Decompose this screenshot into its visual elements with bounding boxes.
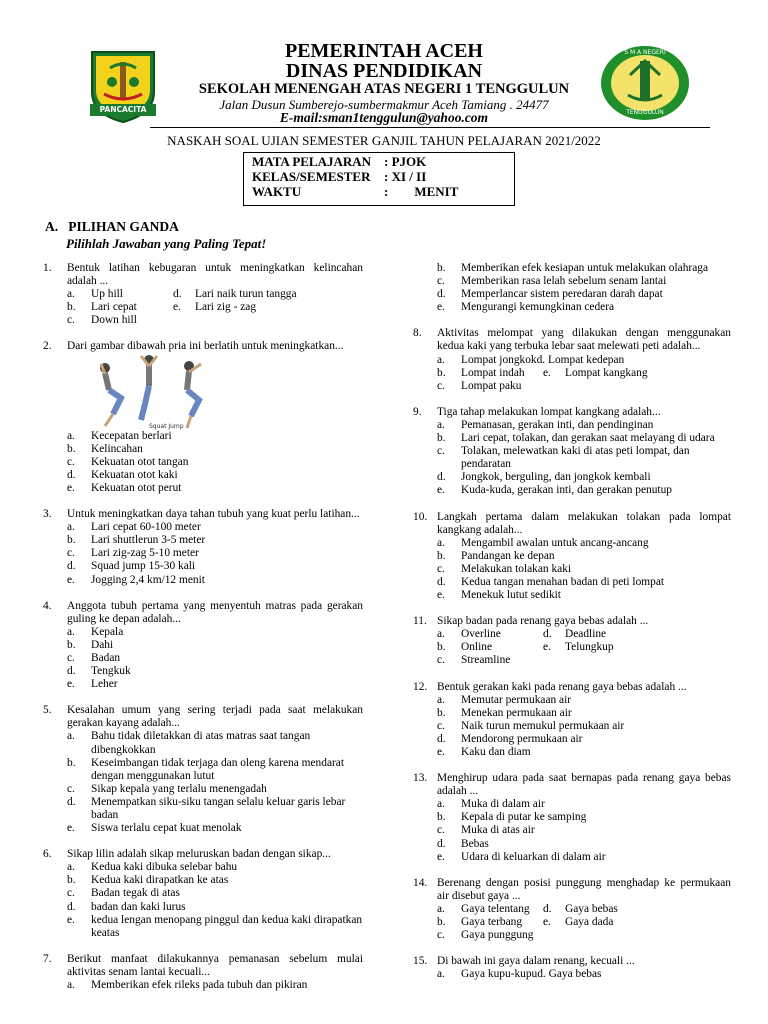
answer-option-row[interactable] bbox=[437, 654, 731, 667]
option-text: Lompat paku bbox=[461, 379, 522, 392]
option-text: Memutar permukaan air bbox=[461, 693, 572, 706]
answer-option[interactable] bbox=[437, 733, 731, 746]
question-number: 4. bbox=[43, 599, 52, 612]
question-item bbox=[43, 340, 363, 495]
option-letter: b. bbox=[67, 534, 76, 547]
option-text: Menempatkan siku-siku tangan selalu keluar garis lebar badan bbox=[91, 795, 346, 821]
option-letter: a. bbox=[437, 968, 445, 981]
left-logo-text: PANCACITA bbox=[99, 105, 147, 114]
option-text: Gaya dada bbox=[565, 916, 614, 929]
option-text: Pandangan ke depan bbox=[461, 549, 555, 562]
question-number: 8. bbox=[413, 327, 422, 340]
option-letter: a. bbox=[437, 902, 445, 915]
option-letter: a. bbox=[67, 979, 75, 992]
questions-left-column bbox=[43, 262, 363, 1005]
answer-option[interactable] bbox=[437, 563, 731, 576]
option-letter: e. bbox=[543, 916, 551, 929]
option-text: Lari cepat bbox=[91, 301, 137, 314]
squat-jump-figure bbox=[91, 354, 363, 430]
option-letter: e. bbox=[437, 301, 445, 314]
option-text: Online bbox=[461, 641, 493, 654]
exam-title: NASKAH SOAL UJIAN SEMESTER GANJIL TAHUN PELAJARAN 2021/2022 bbox=[167, 133, 601, 148]
option-letter: e. bbox=[437, 589, 445, 602]
option-text: Gaya kupu-kupud. Gaya bebas bbox=[461, 968, 602, 981]
option-letter: c. bbox=[437, 929, 445, 942]
option-letter: b. bbox=[437, 262, 446, 274]
question-number: 9. bbox=[413, 405, 422, 418]
option-letter: b. bbox=[67, 874, 76, 887]
option-text: Badan tegak di atas bbox=[91, 887, 180, 900]
answer-option[interactable] bbox=[67, 574, 363, 587]
answer-option[interactable] bbox=[437, 432, 731, 445]
option-text: Deadline bbox=[565, 628, 607, 641]
answer-option-row[interactable] bbox=[67, 314, 363, 327]
answer-option[interactable] bbox=[67, 887, 363, 900]
option-text: Jogging 2,4 km/12 menit bbox=[91, 573, 205, 586]
option-letter: e. bbox=[437, 850, 445, 863]
answer-option[interactable] bbox=[67, 521, 363, 534]
answer-option[interactable] bbox=[67, 652, 363, 665]
option-text: Lompat indah bbox=[461, 366, 525, 379]
header-address: Jalan Dusun Sumberejo-sumbermakmur Aceh Tamiang . 24477 bbox=[219, 97, 549, 112]
option-letter: d. bbox=[67, 468, 76, 481]
answer-option[interactable] bbox=[67, 469, 363, 482]
option-text: Tolakan, melewatkan kaki di atas peti lompat, dan pendaratan bbox=[461, 445, 690, 471]
question-item bbox=[43, 953, 363, 992]
question-item bbox=[413, 681, 731, 760]
option-text: Naik turun memukul permukaan air bbox=[461, 719, 625, 732]
answer-option[interactable] bbox=[67, 665, 363, 678]
option-text: Dahi bbox=[91, 638, 114, 651]
option-letter: c. bbox=[67, 547, 75, 560]
question-text: Kesalahan umum yang sering terjadi pada saat melakukan gerakan kayang adalah... bbox=[67, 704, 363, 730]
answer-option[interactable] bbox=[437, 262, 731, 275]
question-item bbox=[413, 772, 731, 864]
option-text: Lari naik turun tangga bbox=[195, 288, 297, 301]
question-number: 5. bbox=[43, 704, 52, 717]
answer-option[interactable] bbox=[67, 678, 363, 691]
answer-option[interactable] bbox=[437, 550, 731, 563]
option-text: Memberikan efek rileks pada tubuh dan pikiran bbox=[91, 979, 308, 992]
option-text: Kepala di putar ke samping bbox=[461, 811, 587, 824]
option-letter: d. bbox=[67, 795, 76, 808]
option-text: Badan bbox=[91, 651, 121, 664]
right-logo-text: TENGGULUN bbox=[626, 109, 664, 116]
question-number: 1. bbox=[43, 262, 52, 274]
option-letter: b. bbox=[67, 756, 76, 769]
option-text: Lari shuttlerun 3-5 meter bbox=[91, 534, 206, 547]
question-item bbox=[43, 262, 363, 327]
option-letter: c. bbox=[67, 455, 75, 468]
option-text: Gaya punggung bbox=[461, 929, 534, 942]
answer-option[interactable] bbox=[437, 275, 731, 288]
option-text: Kedua kaki dibuka selebar bahu bbox=[91, 861, 238, 874]
class-value: : XI / II bbox=[384, 169, 427, 184]
option-text: Memberikan rasa lelah sebelum senam lantai bbox=[461, 275, 667, 288]
class-label: KELAS/SEMESTER bbox=[252, 169, 371, 184]
question-text: Tiga tahap melakukan lompat kangkang adalah... bbox=[437, 405, 661, 418]
answer-option[interactable] bbox=[67, 430, 363, 443]
option-text: Kepala bbox=[91, 625, 124, 638]
option-letter: a. bbox=[67, 521, 75, 534]
option-letter: e. bbox=[543, 366, 551, 379]
option-text: Lari zig-zag 5-10 meter bbox=[91, 547, 199, 560]
option-letter: b. bbox=[437, 811, 446, 824]
answer-option[interactable] bbox=[437, 694, 731, 707]
figure-caption: Squat Jump bbox=[149, 422, 184, 430]
option-text: Lompat jongkokd. Lompat kedepan bbox=[461, 353, 625, 366]
question-text: Bentuk latihan kebugaran untuk meningkatkan kelincahan adalah ... bbox=[67, 262, 363, 288]
header-school: SEKOLAH MENENGAH ATAS NEGERI 1 TENGGULUN bbox=[198, 81, 570, 97]
option-text: Lari cepat, tolakan, dan gerakan saat melayang di udara bbox=[461, 432, 715, 445]
option-letter: c. bbox=[437, 824, 445, 837]
option-letter: c. bbox=[437, 719, 445, 732]
option-text: Pemanasan, gerakan inti, dan pendinginan bbox=[461, 418, 654, 431]
question-text: Sikap lilin adalah sikap meluruskan badan dengan sikap... bbox=[67, 848, 331, 861]
option-text: Telungkup bbox=[565, 641, 614, 654]
option-letter: a. bbox=[67, 625, 75, 638]
option-letter: e. bbox=[67, 822, 75, 835]
answer-option[interactable] bbox=[437, 537, 731, 550]
question-7-continuation bbox=[413, 262, 731, 314]
option-text: Sikap kepala yang terlalu menengadah bbox=[91, 782, 267, 795]
option-letter: c. bbox=[437, 562, 445, 575]
option-text: Kuda-kuda, gerakan inti, dan gerakan penutup bbox=[461, 484, 672, 497]
question-item bbox=[43, 600, 363, 692]
header-rule bbox=[150, 127, 710, 128]
option-letter: b. bbox=[67, 442, 76, 455]
option-letter: e. bbox=[67, 913, 75, 926]
answer-option-row[interactable] bbox=[437, 641, 731, 654]
answer-option-row[interactable] bbox=[437, 929, 731, 942]
option-letter: d. bbox=[67, 900, 76, 913]
answer-option[interactable] bbox=[67, 874, 363, 887]
option-text: Kedua kaki dirapatkan ke atas bbox=[91, 874, 229, 887]
question-number: 3. bbox=[43, 508, 52, 521]
answer-option[interactable] bbox=[67, 861, 363, 874]
option-text: Up hill bbox=[91, 288, 123, 301]
answer-option[interactable] bbox=[67, 757, 363, 783]
question-number: 11. bbox=[413, 615, 427, 628]
question-text: Untuk meningkatkan daya tahan tubuh yang kuat perlu latihan... bbox=[67, 508, 360, 521]
option-text: badan dan kaki lurus bbox=[91, 900, 186, 913]
question-text: Sikap badan pada renang gaya bebas adalah ... bbox=[437, 615, 649, 628]
answer-option[interactable] bbox=[437, 968, 731, 981]
answer-option[interactable] bbox=[67, 914, 363, 940]
question-text: Di bawah ini gaya dalam renang, kecuali ... bbox=[437, 955, 635, 968]
answer-option[interactable] bbox=[67, 626, 363, 639]
answer-option[interactable] bbox=[67, 796, 363, 822]
option-text: Siswa terlalu cepat kuat menolak bbox=[91, 822, 242, 835]
answer-option[interactable] bbox=[67, 560, 363, 573]
answer-option[interactable] bbox=[67, 783, 363, 796]
subject-label: MATA PELAJARAN bbox=[252, 154, 372, 169]
question-text: Langkah pertama dalam melakukan tolakan pada lompat kangkang adalah... bbox=[437, 510, 731, 536]
option-text: Lari cepat 60-100 meter bbox=[91, 521, 201, 534]
option-text: Memberikan efek kesiapan untuk melakukan olahraga bbox=[461, 262, 709, 274]
option-letter: b. bbox=[437, 432, 446, 445]
option-text: Muka di atas air bbox=[461, 824, 535, 837]
option-text: Kecepatan berlari bbox=[91, 429, 172, 442]
option-letter: c. bbox=[437, 654, 445, 667]
option-letter: d. bbox=[437, 288, 446, 301]
option-text: Kedua tangan menahan badan di peti lompat bbox=[461, 575, 665, 588]
option-letter: e. bbox=[437, 484, 445, 497]
answer-option[interactable] bbox=[437, 838, 731, 851]
answer-option[interactable] bbox=[67, 730, 363, 756]
question-number: 15. bbox=[413, 955, 428, 968]
option-letter: c. bbox=[437, 445, 445, 458]
option-letter: a. bbox=[67, 861, 75, 874]
option-text: Kelincahan bbox=[91, 442, 143, 455]
option-letter: b. bbox=[67, 638, 76, 651]
option-letter: e. bbox=[67, 573, 75, 586]
question-number: 10. bbox=[413, 510, 428, 523]
question-text: Dari gambar dibawah pria ini berlatih untuk meningkatkan... bbox=[67, 340, 344, 353]
question-number: 13. bbox=[413, 772, 428, 785]
answer-option-row[interactable] bbox=[437, 367, 731, 380]
option-letter: a. bbox=[437, 536, 445, 549]
section-letter: A. bbox=[45, 219, 59, 234]
answer-option[interactable] bbox=[67, 822, 363, 835]
option-text: Gaya telentang bbox=[461, 902, 530, 915]
option-text: Gaya terbang bbox=[461, 916, 523, 929]
answer-option[interactable] bbox=[437, 746, 731, 759]
answer-option[interactable] bbox=[437, 471, 731, 484]
question-item bbox=[413, 615, 731, 667]
option-text: Leher bbox=[91, 678, 118, 691]
question-item bbox=[413, 955, 731, 981]
question-item bbox=[413, 327, 731, 392]
exam-info-box bbox=[243, 152, 515, 206]
option-letter: b. bbox=[437, 641, 446, 654]
question-number: 2. bbox=[43, 340, 52, 353]
answer-option[interactable] bbox=[437, 824, 731, 837]
option-letter: d. bbox=[437, 471, 446, 484]
option-text: Tengkuk bbox=[91, 665, 131, 678]
question-number: 7. bbox=[43, 952, 52, 965]
right-logo-arc-text: S M A NEGERI bbox=[624, 49, 666, 56]
question-text: Bentuk gerakan kaki pada renang gaya bebas adalah ... bbox=[437, 680, 687, 693]
option-letter: e. bbox=[543, 641, 551, 654]
option-text: Menekuk lutut sedikit bbox=[461, 589, 561, 602]
answer-option[interactable] bbox=[437, 484, 731, 497]
option-text: Streamline bbox=[461, 654, 511, 667]
option-text: Mengurangi kemungkinan cedera bbox=[461, 301, 615, 314]
option-letter: c. bbox=[437, 379, 445, 392]
time-value: : MENIT bbox=[384, 184, 459, 199]
option-letter: b. bbox=[67, 301, 76, 314]
option-letter: c. bbox=[67, 314, 75, 327]
question-text: Berikut manfaat dilakukannya pemanasan sebelum mulai aktivitas senam lantai kecuali... bbox=[67, 952, 363, 978]
option-letter: d. bbox=[437, 837, 446, 850]
option-letter: c. bbox=[437, 275, 445, 288]
option-text: Down hill bbox=[91, 314, 137, 327]
option-text: Bebas bbox=[461, 837, 489, 850]
question-number: 12. bbox=[413, 680, 428, 693]
option-text: Bahu tidak diletakkan di atas matras saat tangan dibengkokkan bbox=[91, 730, 311, 756]
option-letter: d. bbox=[543, 902, 552, 915]
option-text: Udara di keluarkan di dalam air bbox=[461, 850, 606, 863]
answer-option[interactable] bbox=[67, 534, 363, 547]
section-heading bbox=[45, 219, 179, 235]
question-text: Anggota tubuh pertama yang menyentuh matras pada gerakan guling ke depan adalah... bbox=[67, 599, 363, 625]
section-title: PILIHAN GANDA bbox=[68, 219, 179, 234]
option-letter: d. bbox=[437, 575, 446, 588]
subject-value: : PJOK bbox=[384, 154, 427, 169]
header-department: DINAS PENDIDIKAN bbox=[285, 60, 483, 82]
header-government: PEMERINTAH ACEH bbox=[285, 40, 483, 62]
option-letter: e. bbox=[67, 678, 75, 691]
option-text: Memperlancar sistem peredaran darah dapat bbox=[461, 288, 663, 301]
option-text: Kekuatan otot perut bbox=[91, 481, 182, 494]
option-text: Kaku dan diam bbox=[461, 746, 531, 758]
option-letter: e. bbox=[173, 301, 181, 314]
option-letter: a. bbox=[67, 288, 75, 301]
answer-option[interactable] bbox=[437, 720, 731, 733]
question-item bbox=[413, 877, 731, 942]
option-text: Lari zig - zag bbox=[195, 301, 257, 314]
time-label: WAKTU bbox=[252, 184, 302, 199]
option-letter: d. bbox=[543, 628, 552, 641]
option-letter: d. bbox=[173, 288, 182, 301]
option-letter: a. bbox=[67, 730, 75, 743]
question-number: 14. bbox=[413, 876, 428, 889]
answer-option[interactable] bbox=[437, 707, 731, 720]
answer-option[interactable] bbox=[437, 288, 731, 301]
section-instruction: Pilihlah Jawaban yang Paling Tepat! bbox=[66, 236, 267, 251]
option-letter: b. bbox=[437, 549, 446, 562]
answer-option[interactable] bbox=[437, 301, 731, 314]
answer-option[interactable] bbox=[437, 419, 731, 432]
option-text: kedua lengan menopang pinggul dan kedua kaki dirapatkan keatas bbox=[91, 913, 363, 939]
option-letter: d. bbox=[67, 665, 76, 678]
option-text: Keseimbangan tidak terjaga dan oleng karena mendarat dengan menggunakan lutut bbox=[91, 756, 345, 782]
answer-option[interactable] bbox=[437, 811, 731, 824]
question-text: Menghirup udara pada saat bernapas pada renang gaya bebas adalah ... bbox=[437, 772, 731, 798]
option-text: Squad jump 15-30 kali bbox=[91, 560, 196, 573]
option-letter: d. bbox=[67, 560, 76, 573]
option-letter: e. bbox=[67, 481, 75, 494]
answer-option[interactable] bbox=[67, 979, 363, 992]
question-number: 6. bbox=[43, 848, 52, 861]
question-item bbox=[413, 511, 731, 603]
answer-option-row[interactable] bbox=[437, 916, 731, 929]
answer-option[interactable] bbox=[437, 445, 731, 471]
question-text: Aktivitas melompat yang dilakukan dengan menggunakan kedua kaki yang terbuka lebar saat melewati peti adalah... bbox=[437, 327, 731, 353]
answer-option[interactable] bbox=[67, 901, 363, 914]
option-text: Gaya bebas bbox=[565, 902, 618, 915]
option-text: Mengambil awalan untuk ancang-ancang bbox=[461, 536, 649, 549]
answer-option-row[interactable] bbox=[437, 628, 731, 641]
answer-option-row[interactable] bbox=[437, 903, 731, 916]
option-letter: c. bbox=[67, 887, 75, 900]
option-letter: a. bbox=[437, 628, 445, 641]
option-text: Mendorong permukaan air bbox=[461, 732, 583, 745]
option-letter: b. bbox=[437, 916, 446, 929]
answer-option[interactable] bbox=[67, 547, 363, 560]
answer-option[interactable] bbox=[67, 443, 363, 456]
option-letter: a. bbox=[437, 798, 445, 811]
option-letter: a. bbox=[437, 418, 445, 431]
answer-option[interactable] bbox=[437, 589, 731, 602]
answer-option[interactable] bbox=[437, 798, 731, 811]
answer-option[interactable] bbox=[437, 851, 731, 864]
option-letter: a. bbox=[437, 353, 445, 366]
option-text: Menekan permukaan air bbox=[461, 706, 572, 719]
question-item bbox=[43, 848, 363, 940]
option-text: Lompat kangkang bbox=[565, 366, 648, 379]
option-letter: a. bbox=[67, 429, 75, 442]
option-letter: d. bbox=[437, 732, 446, 745]
option-letter: c. bbox=[67, 651, 75, 664]
questions-right-column bbox=[413, 262, 731, 994]
option-text: Muka di dalam air bbox=[461, 798, 545, 811]
option-letter: a. bbox=[437, 693, 445, 706]
question-item bbox=[43, 508, 363, 587]
option-text: Kekuatan otot tangan bbox=[91, 455, 189, 468]
option-text: Kekuatan otot kaki bbox=[91, 468, 178, 481]
option-letter: e. bbox=[437, 746, 445, 758]
answer-option[interactable] bbox=[67, 639, 363, 652]
question-text: Berenang dengan posisi punggung menghadap ke permukaan air disebut gaya ... bbox=[437, 876, 731, 902]
answer-option[interactable] bbox=[437, 354, 731, 367]
header-email: E-mail:sman1tenggulun@yahoo.com bbox=[279, 110, 489, 125]
option-text: Overline bbox=[461, 628, 501, 641]
option-letter: b. bbox=[437, 366, 446, 379]
option-text: Jongkok, berguling, dan jongkok kembali bbox=[461, 471, 651, 484]
answer-option[interactable] bbox=[437, 576, 731, 589]
question-item bbox=[413, 406, 731, 498]
answer-option[interactable] bbox=[437, 380, 731, 393]
option-text: Melakukan tolakan kaki bbox=[461, 562, 572, 575]
option-letter: c. bbox=[67, 782, 75, 795]
question-item bbox=[43, 704, 363, 835]
answer-option[interactable] bbox=[67, 482, 363, 495]
answer-option-row[interactable] bbox=[67, 301, 363, 314]
option-letter: b. bbox=[437, 706, 446, 719]
answer-option[interactable] bbox=[67, 456, 363, 469]
answer-option-row[interactable] bbox=[67, 288, 363, 301]
